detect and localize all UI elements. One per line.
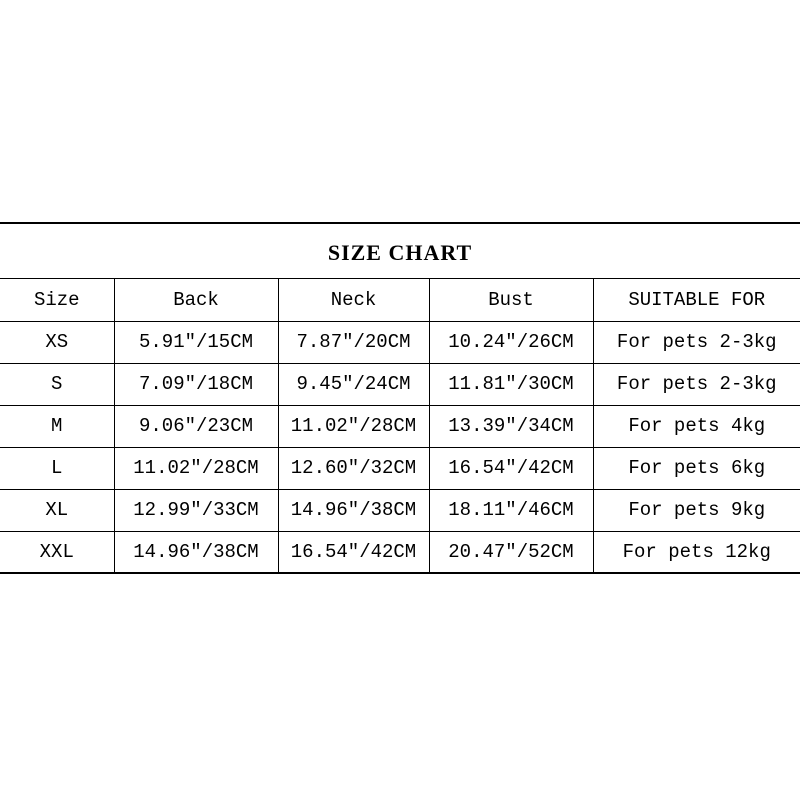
neck-cell: 9.45″/24CM [278, 363, 429, 405]
size-cell: L [0, 447, 114, 489]
neck-cell: 11.02″/28CM [278, 405, 429, 447]
neck-cell: 16.54″/42CM [278, 531, 429, 573]
table-row [0, 489, 800, 531]
size-chart [0, 222, 800, 574]
suitable-for-cell: For pets 2-3kg [593, 321, 800, 363]
header-cell: Size [0, 279, 114, 321]
suitable-for-cell: For pets 4kg [593, 405, 800, 447]
bust-cell: 13.39″/34CM [429, 405, 593, 447]
suitable-for-cell: For pets 6kg [593, 447, 800, 489]
back-cell: 5.91″/15CM [114, 321, 278, 363]
header-cell: Bust [429, 279, 593, 321]
bust-cell: 20.47″/52CM [429, 531, 593, 573]
header-cell: Back [114, 279, 278, 321]
suitable-for-cell: For pets 2-3kg [593, 363, 800, 405]
size-table [0, 279, 800, 573]
bust-cell: 16.54″/42CM [429, 447, 593, 489]
size-cell: XXL [0, 531, 114, 573]
back-cell: 9.06″/23CM [114, 405, 278, 447]
back-cell: 11.02″/28CM [114, 447, 278, 489]
size-cell: XL [0, 489, 114, 531]
suitable-for-cell: For pets 9kg [593, 489, 800, 531]
size-cell: S [0, 363, 114, 405]
back-cell: 14.96″/38CM [114, 531, 278, 573]
header-cell: SUITABLE FOR [593, 279, 800, 321]
suitable-for-cell: For pets 12kg [622, 541, 771, 564]
bust-cell: 18.11″/46CM [429, 489, 593, 531]
size-cell: XS [0, 321, 114, 363]
header-cell: Neck [278, 279, 429, 321]
size-cell: M [0, 405, 114, 447]
neck-cell: 14.96″/38CM [278, 489, 429, 531]
neck-cell: 12.60″/32CM [278, 447, 429, 489]
back-cell: 7.09″/18CM [114, 363, 278, 405]
chart-title: SIZE CHART [0, 224, 800, 279]
table-row [0, 405, 800, 447]
bust-cell: 10.24″/26CM [429, 321, 593, 363]
back-cell: 12.99″/33CM [114, 489, 278, 531]
neck-cell: 7.87″/20CM [278, 321, 429, 363]
table-row [0, 363, 800, 405]
header-row [0, 279, 800, 321]
table-row [0, 531, 800, 573]
table-row [0, 447, 800, 489]
bust-cell: 11.81″/30CM [429, 363, 593, 405]
table-row [0, 321, 800, 363]
